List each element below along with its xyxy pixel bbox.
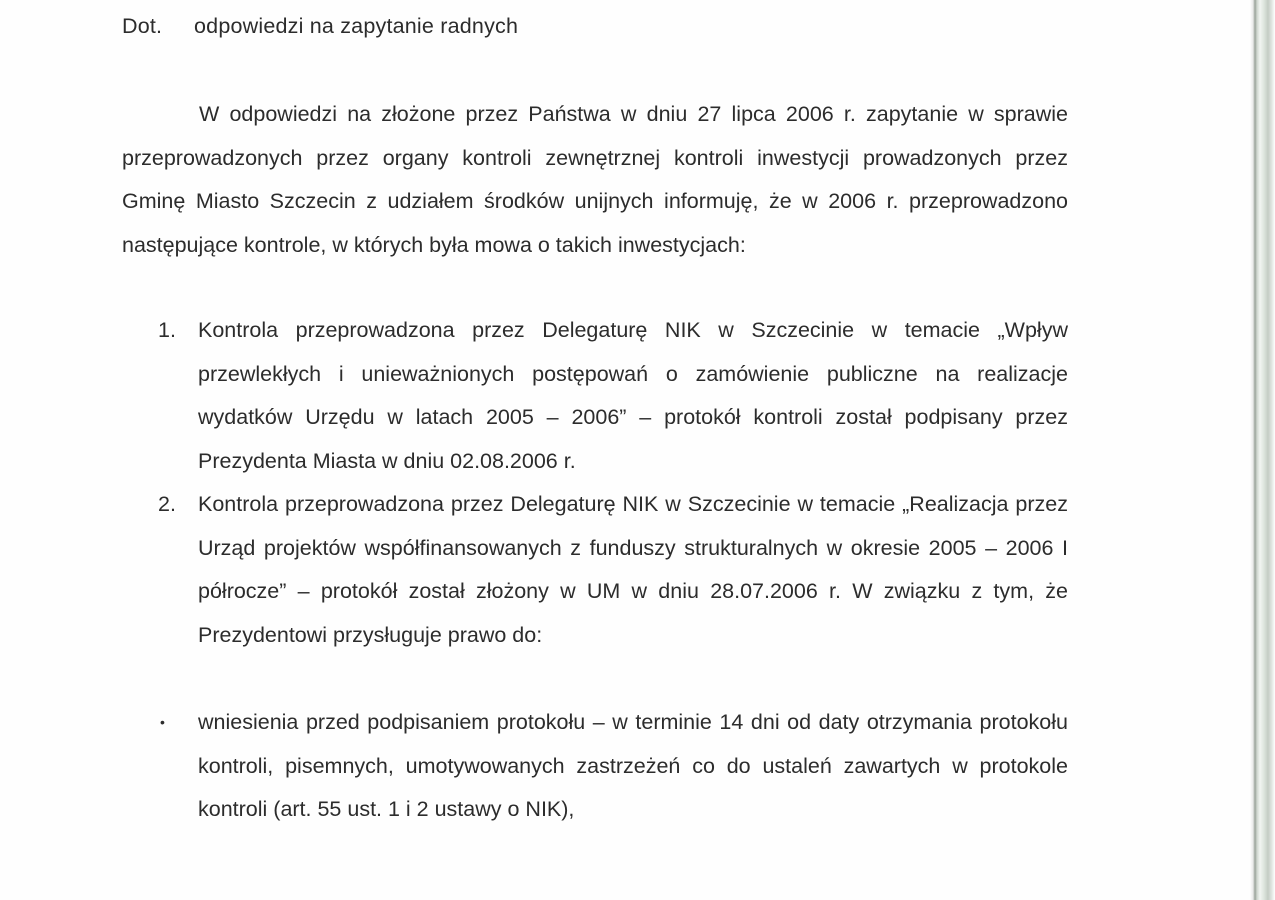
subject-label: Dot.	[122, 14, 163, 38]
list-item	[122, 483, 1068, 657]
list-item-number: 2.	[158, 492, 176, 516]
bullet-icon: •	[160, 714, 165, 730]
scan-edge-artifact	[1250, 0, 1275, 900]
list-item	[122, 309, 1068, 483]
bullet-item-text: wniesienia przed podpisaniem protokołu – w terminie 14 dni od daty otrzymania protokołu kontroli, pisemnych, umotywowanych zastrzeżeń co do ustaleń zawartych w protokole kontroli (art. 55 ust. 1 i 2 ustawy o NIK),	[198, 710, 1068, 822]
intro-paragraph: W odpowiedzi na złożone przez Państwa w dniu 27 lipca 2006 r. zapytanie w sprawie przeprowadzonych przez organy kontroli zewnętrznej kontroli inwestycji prowadzonych przez Gminę Miasto Szczecin z udziałem środków unijnych informuję, że w 2006 r. przeprowadzono następujące kontrole, w których była mowa o takich inwestycjach:	[122, 102, 1068, 257]
list-item-text: Kontrola przeprowadzona przez Delegaturę NIK w Szczecinie w temacie „Wpływ przewlekłych i unieważnionych postępowań o zamówienie publiczne na realizacje wydatków Urzędu w latach 2005 – 2006” – protokół kontroli został podpisany przez Prezydenta Miasta w dniu 02.08.2006 r.	[198, 318, 1068, 473]
subject-text: odpowiedzi na zapytanie radnych	[194, 14, 519, 38]
list-item-number: 1.	[158, 318, 176, 342]
list-item-text: Kontrola przeprowadzona przez Delegaturę NIK w Szczecinie w temacie „Realizacja przez Urząd projektów współfinansowanych z funduszy strukturalnych w okresie 2005 – 2006 I półrocze” – protokół został złożony w UM w dniu 28.07.2006 r. W związku z tym, że Prezydentowi przysługuje prawo do:	[198, 492, 1068, 647]
bullet-item	[122, 701, 1068, 832]
subject-line	[122, 14, 518, 39]
